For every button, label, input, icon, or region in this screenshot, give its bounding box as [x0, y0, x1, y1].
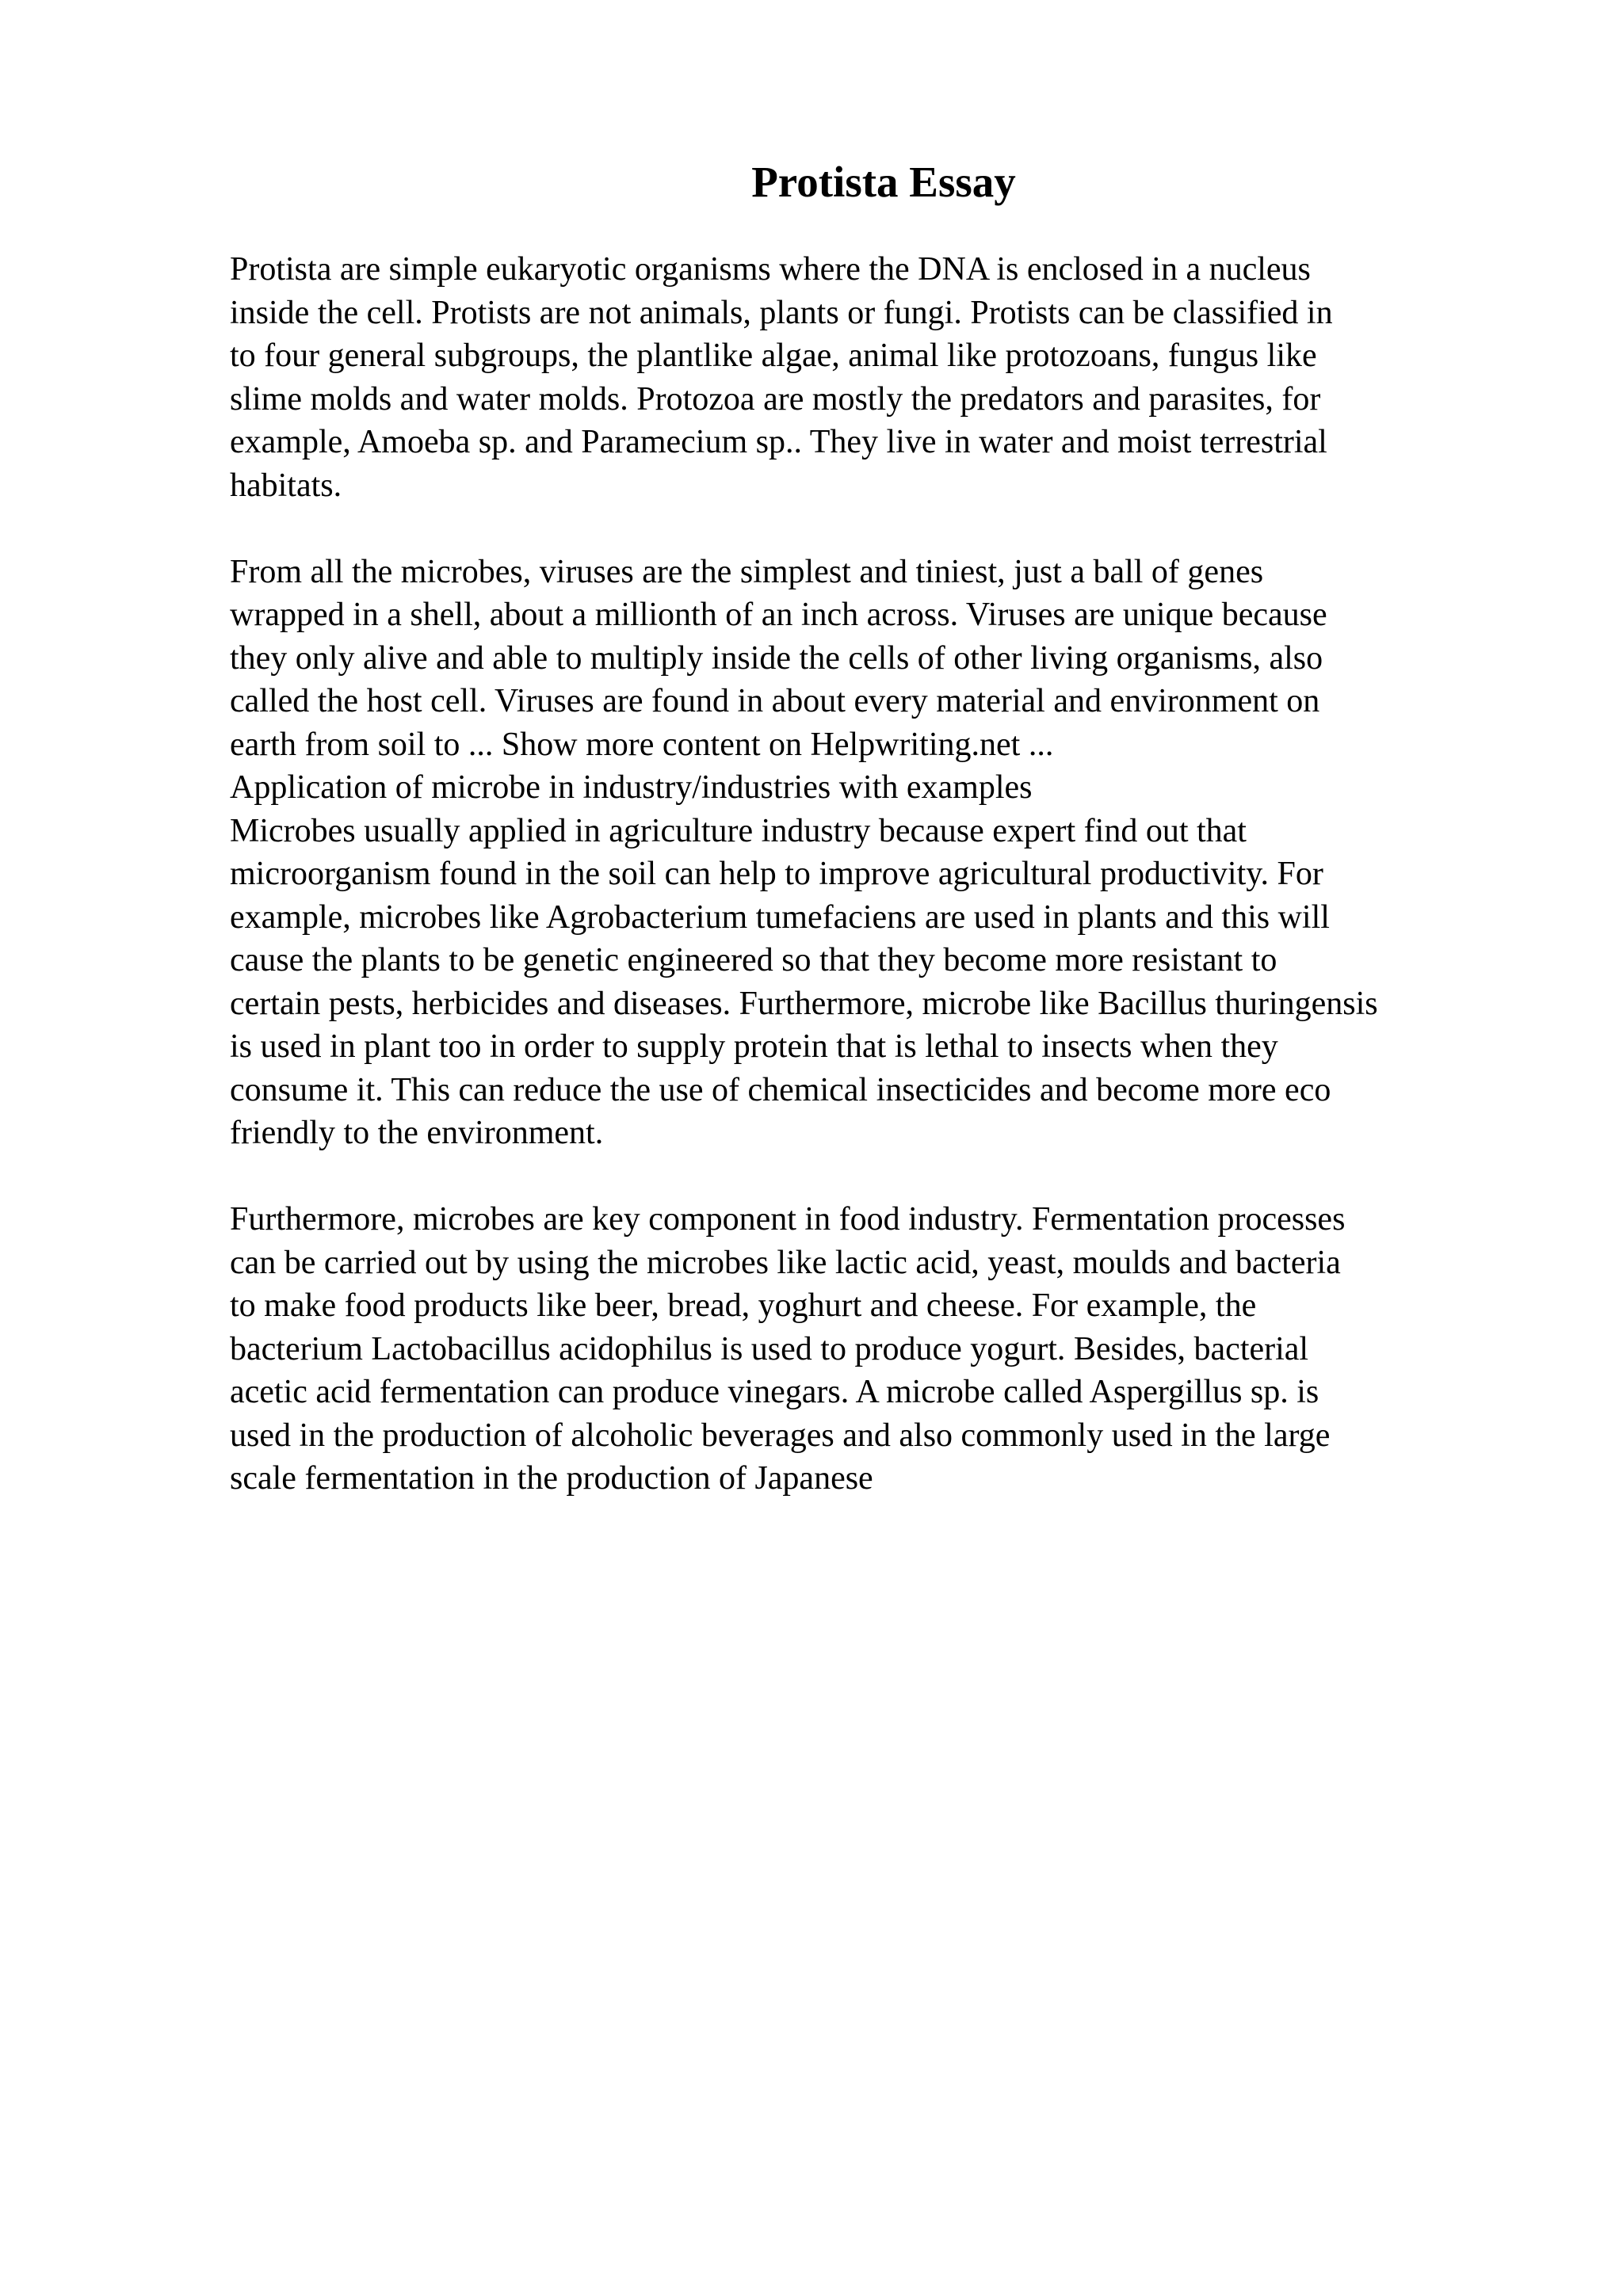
paragraph-2-line-8: microorganism found in the soil can help to improve agricultural productivity. For	[230, 856, 1323, 892]
paragraph-1-line-5: example, Amoeba sp. and Paramecium sp.. They live in water and moist terrestrial	[230, 424, 1327, 460]
paragraph-2-line-12: is used in plant too in order to supply protein that is lethal to insects when they	[230, 1028, 1278, 1065]
paragraph-2-line-9: example, microbes like Agrobacterium tumefaciens are used in plants and this will	[230, 898, 1330, 936]
paragraph-3-line-6: used in the production of alcoholic beverages and also commonly used in the large	[230, 1417, 1331, 1454]
paragraph-gap	[230, 1155, 1561, 1199]
paragraph-1-line-4: slime molds and water molds. Protozoa are mostly the predators and parasites, for	[230, 380, 1321, 418]
paragraph-2-line-6: Application of microbe in industry/industries with examples	[230, 769, 1033, 806]
paragraph-2-line-1: From all the microbes, viruses are the simplest and tiniest, just a ball of genes	[230, 553, 1264, 590]
paragraph-2-line-13: consume it. This can reduce the use of chemical insecticides and become more eco	[230, 1071, 1331, 1108]
paragraph-2-line-11: certain pests, herbicides and diseases. Furthermore, microbe like Bacillus thuringensis	[230, 985, 1378, 1022]
paragraph-3-line-3: to make food products like beer, bread, yoghurt and cheese. For example, the	[230, 1287, 1257, 1324]
paragraph-3-line-7: scale fermentation in the production of Japanese	[230, 1460, 873, 1497]
paragraph-1-line-1: Protista are simple eukaryotic organisms where the DNA is enclosed in a nucleus	[230, 251, 1311, 288]
paragraph-2-line-4: called the host cell. Viruses are found in about every material and environment on	[230, 683, 1320, 719]
document-title: Protista Essay	[751, 158, 1016, 206]
paragraph-1-line-6: habitats.	[230, 467, 342, 504]
paragraph-gap	[230, 507, 1561, 551]
paragraph-1-line-2: inside the cell. Protists are not animals, plants or fungi. Protists can be classified in	[230, 294, 1333, 331]
paragraph-3-line-1: Furthermore, microbes are key component in food industry. Fermentation processes	[230, 1201, 1346, 1238]
paragraph-2-line-10: cause the plants to be genetic engineered so that they become more resistant to	[230, 942, 1277, 978]
paragraph-2-line-3: they only alive and able to multiply inside the cells of other living organisms, also	[230, 639, 1323, 677]
document-body	[230, 248, 1561, 1501]
paragraph-2-line-5: earth from soil to ... Show more content on Helpwriting.net ...	[230, 726, 1054, 763]
paragraph-1-line-3: to four general subgroups, the plantlike algae, animal like protozoans, fungus like	[230, 338, 1317, 374]
paragraph-3-line-2: can be carried out by using the microbes like lactic acid, yeast, moulds and bacteria	[230, 1244, 1341, 1281]
paragraph-2-line-14: friendly to the environment.	[230, 1115, 604, 1151]
paragraph-2-line-2: wrapped in a shell, about a millionth of an inch across. Viruses are unique because	[230, 597, 1327, 633]
paragraph-3-line-5: acetic acid fermentation can produce vinegars. A microbe called Aspergillus sp. is	[230, 1374, 1319, 1410]
paragraph-3-line-4: bacterium Lactobacillus acidophilus is used to produce yogurt. Besides, bacterial	[230, 1330, 1309, 1367]
paragraph-2-line-7: Microbes usually applied in agriculture industry because expert find out that	[230, 812, 1247, 849]
